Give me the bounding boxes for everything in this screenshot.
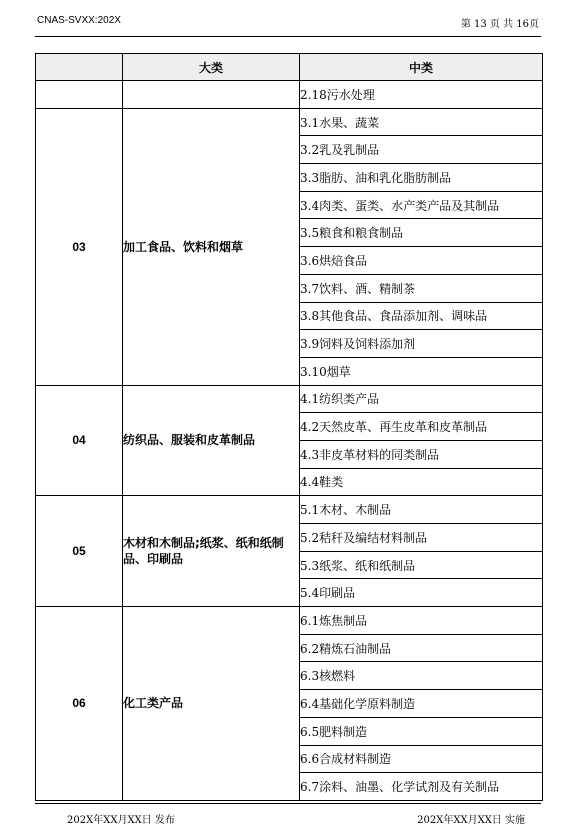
category-code: 05	[36, 496, 123, 607]
page-number: 第 13 页 共 16页	[460, 19, 539, 30]
page-header	[35, 14, 541, 37]
minor-category: 5.3纸浆、纸和纸制品	[300, 551, 543, 579]
minor-category: 5.2秸秆及编结材料制品	[300, 524, 543, 552]
minor-category: 3.7饮料、酒、精制茶	[300, 274, 543, 302]
implement-date: 202X年XX月XX日 实施	[417, 815, 525, 826]
category-code	[36, 81, 123, 109]
minor-category: 3.8其他食品、食品添加剂、调味品	[300, 302, 543, 330]
column-header-major: 大类	[123, 54, 300, 81]
minor-category: 6.6合成材料制造	[300, 745, 543, 773]
category-code: 03	[36, 108, 123, 385]
category-code: 06	[36, 607, 123, 801]
minor-category: 6.2精炼石油制品	[300, 634, 543, 662]
minor-category: 3.3脂肪、油和乳化脂肪制品	[300, 164, 543, 192]
minor-category: 6.3核燃料	[300, 662, 543, 690]
minor-category: 3.10烟草	[300, 357, 543, 385]
minor-category: 3.5粮食和粮食制品	[300, 219, 543, 247]
minor-category: 3.9饲料及饲料添加剂	[300, 330, 543, 358]
table-body	[36, 81, 543, 801]
table-row	[36, 108, 543, 136]
minor-category: 6.1炼焦制品	[300, 607, 543, 635]
table-header-row	[36, 54, 543, 81]
major-category	[123, 81, 300, 109]
major-category: 加工食品、饮料和烟草	[123, 108, 300, 385]
category-table	[35, 53, 543, 801]
minor-category: 6.5肥料制造	[300, 717, 543, 745]
document-code: CNAS-SVXX:202X	[37, 15, 121, 26]
minor-category: 3.6烘焙食品	[300, 247, 543, 275]
minor-category: 4.4鞋类	[300, 468, 543, 496]
minor-category: 4.1纺织类产品	[300, 385, 543, 413]
category-code: 04	[36, 385, 123, 496]
major-category: 化工类产品	[123, 607, 300, 801]
major-category: 木材和木制品;纸浆、纸和纸制品、印刷品	[123, 496, 300, 607]
minor-category: 3.4肉类、蛋类、水产类产品及其制品	[300, 191, 543, 219]
column-header-minor: 中类	[300, 54, 543, 81]
table-row	[36, 607, 543, 635]
table-row	[36, 385, 543, 413]
publish-date: 202X年XX月XX日 发布	[67, 815, 175, 826]
minor-category: 5.4印刷品	[300, 579, 543, 607]
minor-category: 4.2天然皮革、再生皮革和皮革制品	[300, 413, 543, 441]
minor-category: 3.1水果、蔬菜	[300, 108, 543, 136]
minor-category: 3.2乳及乳制品	[300, 136, 543, 164]
minor-category: 5.1木材、木制品	[300, 496, 543, 524]
minor-category: 4.3非皮革材料的同类制品	[300, 440, 543, 468]
table-row	[36, 496, 543, 524]
minor-category: 2.18污水处理	[300, 81, 543, 109]
minor-category: 6.4基础化学原料制造	[300, 690, 543, 718]
column-header-code	[36, 54, 123, 81]
minor-category: 6.7涂料、油墨、化学试剂及有关制品	[300, 773, 543, 801]
page-footer	[35, 803, 541, 830]
table-row	[36, 81, 543, 109]
major-category: 纺织品、服装和皮革制品	[123, 385, 300, 496]
